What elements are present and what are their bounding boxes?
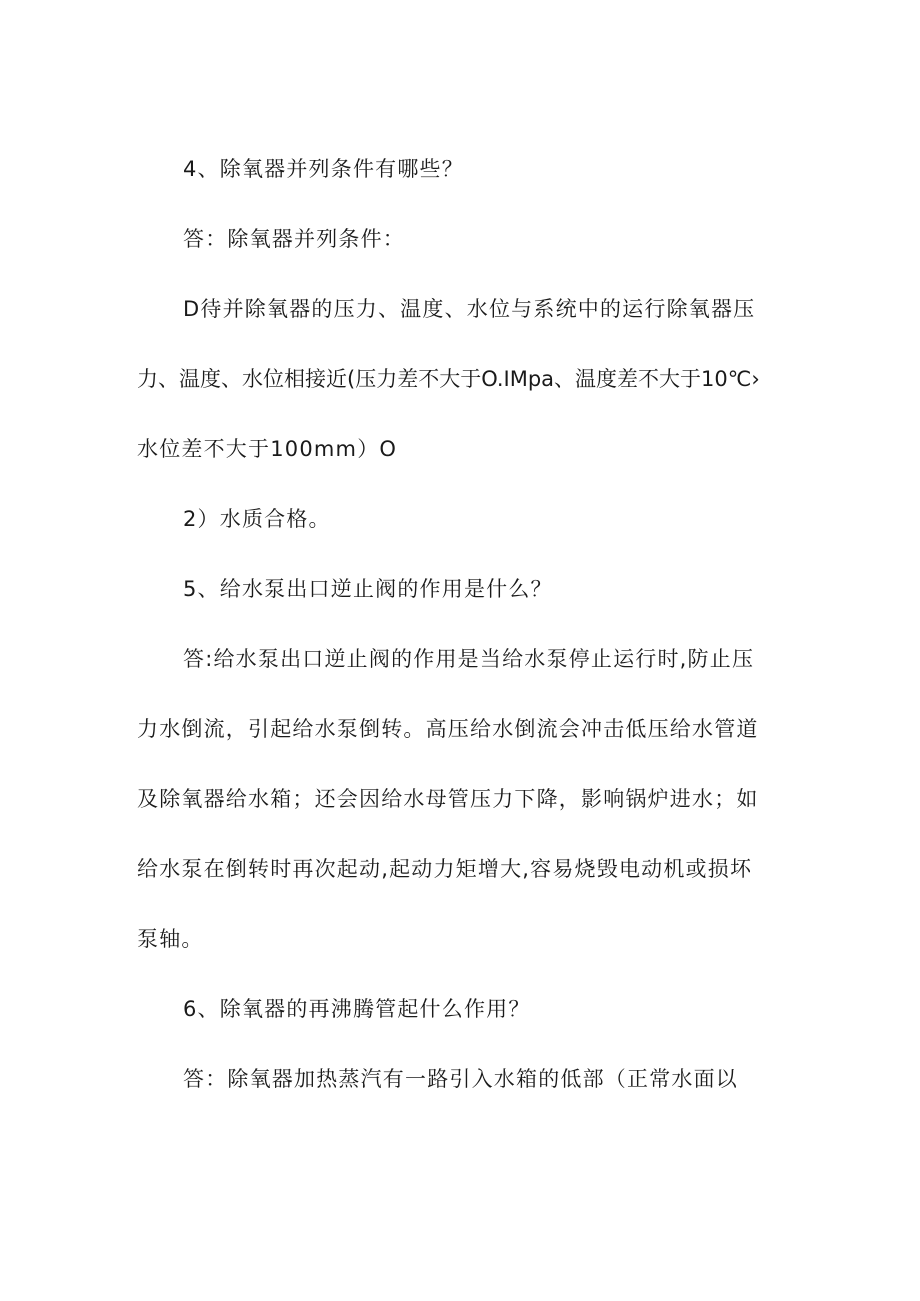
answer-4-condition-1-line-3: 水位差不大于100mm）O: [137, 437, 398, 461]
question-4-heading: 4、除氧器并列条件有哪些？: [183, 157, 464, 181]
answer-5-line-5: 泵轴。: [137, 927, 204, 951]
answer-5-line-2: 力水倒流，引起给水泵倒转。高压给水倒流会冲击低压给水管道: [137, 717, 759, 741]
answer-4-condition-1-line-1: D待并除氧器的压力、温度、水位与系统中的运行除氧器压: [183, 297, 756, 321]
answer-5-line-3: 及除氧器给水箱；还会因给水母管压力下降，影响锅炉进水；如: [137, 787, 759, 811]
question-6-heading: 6、除氧器的再沸腾管起什么作用？: [183, 997, 531, 1021]
answer-5-line-4: 给水泵在倒转时再次起动,起动力矩增大,容易烧毁电动机或损坏: [137, 857, 753, 881]
answer-4-condition-1-line-2: 力、温度、水位相接近(压力差不大于O.IMpa、温度差不大于10℃›: [137, 367, 760, 391]
answer-5-line-1: 答:给水泵出口逆止阀的作用是当给水泵停止运行时,防止压: [183, 647, 755, 671]
answer-4-intro: 答：除氧器并列条件：: [183, 227, 405, 251]
question-5-heading: 5、给水泵出口逆止阀的作用是什么？: [183, 577, 553, 601]
answer-6-line-1: 答：除氧器加热蒸汽有一路引入水箱的低部（正常水面以: [183, 1067, 738, 1091]
answer-4-condition-2: 2）水质合格。: [183, 507, 331, 531]
